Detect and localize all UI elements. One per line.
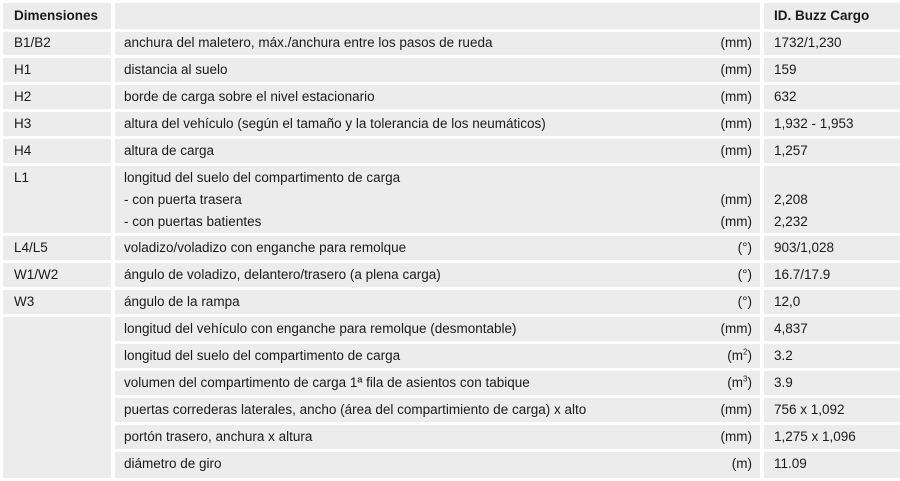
value-text: 1,932 - 1,953 — [774, 116, 854, 131]
description-cell — [115, 371, 760, 395]
description-cell — [115, 452, 760, 478]
dimension-id: W3 — [14, 294, 35, 309]
description-text: diámetro de giro — [124, 456, 222, 471]
table-row — [0, 290, 900, 314]
value-cell — [764, 32, 900, 55]
table-row — [0, 139, 900, 163]
value-text: 2,208 — [774, 192, 808, 207]
table-row — [0, 317, 900, 341]
value-text: 1,257 — [774, 143, 808, 158]
table-row — [0, 425, 900, 449]
value-cell — [764, 112, 900, 136]
value-text: 2,232 — [774, 214, 808, 229]
unit-text: (m) — [731, 456, 752, 471]
table-row — [0, 452, 900, 478]
header-value-cell — [764, 3, 900, 29]
description-cell — [115, 58, 760, 82]
description-text: distancia al suelo — [124, 62, 228, 77]
description-cell — [115, 290, 760, 314]
dimension-id-cell — [3, 85, 111, 109]
dimension-id: H1 — [14, 62, 32, 77]
dimension-id: H3 — [14, 116, 32, 131]
value-cell — [764, 371, 900, 395]
unit-text: (mm) — [720, 143, 752, 158]
value-cell — [764, 139, 900, 163]
description-text: longitud del vehículo con enganche para remolque (desmontable) — [124, 321, 517, 336]
value-text: 3.9 — [774, 375, 793, 390]
unit-text: $(m^2)$ — [727, 347, 752, 363]
value-text: 11.09 — [774, 456, 807, 471]
description-text: borde de carga sobre el nivel estacionario — [124, 89, 375, 104]
value-text: 632 — [774, 89, 797, 104]
value-text: 159 — [774, 62, 797, 77]
unit-text: (mm) — [720, 116, 752, 131]
unit-text: (mm) — [720, 321, 752, 336]
description-text: altura del vehículo (según el tamaño y la tolerancia de los neumáticos) — [124, 116, 546, 131]
unit-text: (mm) — [720, 429, 752, 444]
dimension-id-cell — [3, 139, 111, 163]
value-text: 903/1,028 — [774, 240, 835, 255]
dimension-id-cell — [3, 263, 111, 287]
table-row — [0, 344, 900, 368]
header-dimensions-cell — [3, 3, 111, 29]
header-dimensions-label: Dimensiones — [14, 8, 99, 23]
unit-text: (°) — [737, 240, 752, 255]
dimension-id: L4/L5 — [14, 240, 48, 255]
sub-description-text: - con puertas batientes — [124, 214, 262, 229]
value-text: 756 x 1,092 — [774, 402, 845, 417]
description-text: anchura del maletero, máx./anchura entre los pasos de rueda — [124, 35, 493, 50]
table-row — [0, 166, 900, 233]
value-cell — [764, 317, 900, 341]
value-cell — [764, 236, 900, 260]
description-cell — [115, 166, 760, 233]
dimension-id: W1/W2 — [14, 267, 59, 282]
description-text: ángulo de la rampa — [124, 294, 240, 309]
dimension-id: B1/B2 — [14, 35, 51, 50]
table-row — [0, 236, 900, 260]
value-cell — [764, 452, 900, 478]
value-cell — [764, 263, 900, 287]
description-cell — [115, 344, 760, 368]
description-cell — [115, 425, 760, 449]
description-text: longitud del suelo del compartimento de carga — [124, 348, 401, 363]
value-text: 1,275 x 1,096 — [774, 429, 856, 444]
value-cell — [764, 85, 900, 109]
description-cell — [115, 85, 760, 109]
unit-text: (mm) — [720, 89, 752, 104]
unit-text: (mm) — [720, 192, 752, 207]
table-row — [0, 263, 900, 287]
description-cell — [115, 317, 760, 341]
description-text: altura de carga — [124, 143, 215, 158]
table-row — [0, 112, 900, 136]
dimension-id-cell — [3, 58, 111, 82]
sub-description-text: - con puerta trasera — [124, 192, 242, 207]
table-row — [0, 371, 900, 395]
description-cell — [115, 263, 760, 287]
value-text: 16.7/17.9 — [774, 267, 831, 282]
unit-text: (mm) — [720, 62, 752, 77]
value-cell — [764, 290, 900, 314]
table-row — [0, 58, 900, 82]
value-cell — [764, 398, 900, 422]
header-description-cell — [115, 3, 760, 29]
description-text: ángulo de voladizo, delantero/trasero (a plena carga) — [124, 267, 441, 282]
description-cell — [115, 112, 760, 136]
description-cell — [115, 32, 760, 55]
dimension-id-cell — [3, 236, 111, 260]
dimension-id: H4 — [14, 143, 32, 158]
value-cell — [764, 344, 900, 368]
description-text: voladizo/voladizo con enganche para remolque — [124, 240, 407, 255]
description-text: portón trasero, anchura x altura — [124, 429, 313, 444]
description-cell — [115, 236, 760, 260]
value-text: 3.2 — [774, 348, 793, 363]
description-cell — [115, 139, 760, 163]
table-row — [0, 398, 900, 422]
description-text: puertas correderas laterales, ancho (área del compartimiento de carga) x alto — [124, 402, 587, 417]
dimension-id-cell — [3, 166, 111, 233]
dimension-id: L1 — [14, 170, 30, 185]
table-row — [0, 32, 900, 55]
description-text: longitud del suelo del compartimento de carga — [124, 170, 401, 185]
dimension-id: H2 — [14, 89, 32, 104]
value-text: 12,0 — [774, 294, 801, 309]
unit-text: (mm) — [720, 35, 752, 50]
header-value-label: ID. Buzz Cargo — [774, 8, 870, 23]
table-header-row — [0, 3, 900, 29]
unit-text: (mm) — [720, 214, 752, 229]
value-cell — [764, 58, 900, 82]
value-cell — [764, 425, 900, 449]
unit-text: (°) — [737, 267, 752, 282]
unit-text: $(m^3)$ — [727, 374, 752, 390]
dimension-id-cell — [3, 112, 111, 136]
value-text: 1732/1,230 — [774, 35, 842, 50]
unit-text: (°) — [737, 294, 752, 309]
dimension-id-cell — [3, 32, 111, 55]
description-text: volumen del compartimento de carga 1ª fila de asientos con tabique — [124, 375, 530, 390]
dimension-id-cell — [3, 290, 111, 314]
description-cell — [115, 398, 760, 422]
unit-text: (mm) — [720, 402, 752, 417]
value-cell — [764, 166, 900, 233]
table-row — [0, 85, 900, 109]
value-text: 4,837 — [774, 321, 808, 336]
